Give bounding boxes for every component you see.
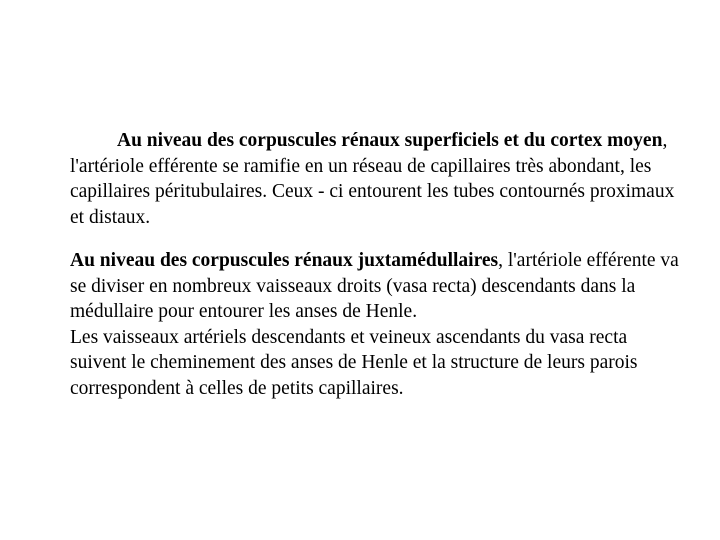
paragraph-juxtamedullary-corpuscles <box>70 248 680 325</box>
paragraph-1-bold-lead: Au niveau des corpuscules rénaux superficiels et du cortex moyen <box>117 130 663 151</box>
paragraph-vasa-recta <box>70 325 680 402</box>
paragraph-superficial-corpuscles <box>70 128 680 230</box>
paragraph-1-text: , l'artériole efférente se ramifie en un réseau de capillaires très abondant, les capillaires péritubulaires. Ceux - ci entourent les tubes contournés proximaux et distaux. <box>70 130 675 228</box>
body-text <box>70 128 680 401</box>
paragraph-2-bold-lead: Au niveau des corpuscules rénaux juxtamédullaires <box>70 250 499 271</box>
paragraph-3-text: Les vaisseaux artériels descendants et veineux ascendants du vasa recta suivent le cheminement des anses de Henle et la structure de leurs parois correspondent à celles de petits capillaires. <box>70 326 638 399</box>
paragraph-2-text: , l'artériole efférente va se diviser en nombreux vaisseaux droits (vasa recta) descendants dans la médullaire pour entourer les anses de Henle. <box>70 250 679 322</box>
